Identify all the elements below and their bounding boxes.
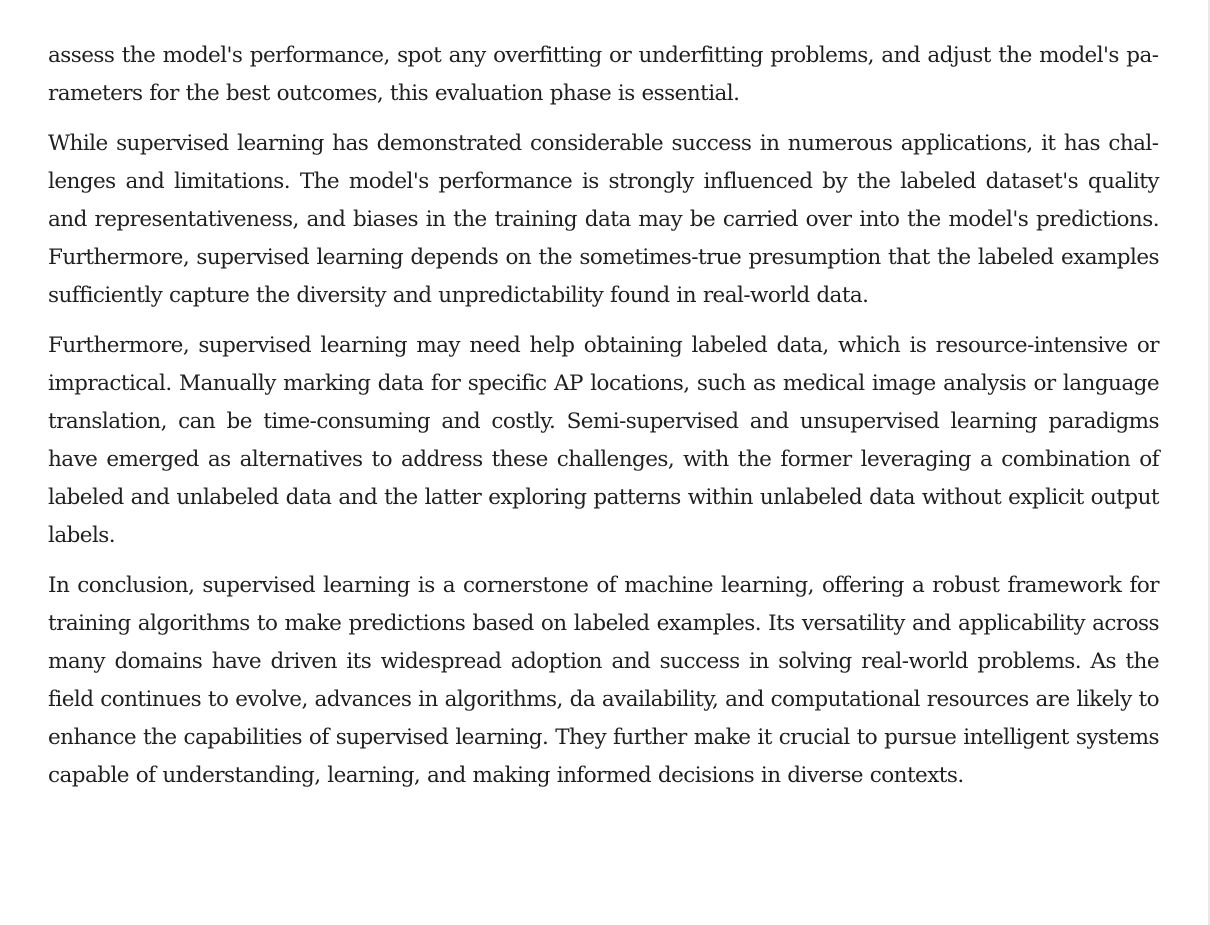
paragraph-evaluation-phase: assess the model's performance, spot any overfitting or underfitting problems, and adjust the model's parameters for the best outcomes, this evaluation phase is essential. — [48, 43, 1159, 106]
document-body — [48, 37, 1159, 807]
paragraph-challenges: While supervised learning has demonstrated considerable success in numerous applications, it has challenges and limitations. The model's performance is strongly influenced by the labeled dataset's quality and representativeness, and biases in the training data may be carried over into the model's predictions. Furthermore, supervised learning depends on the sometimes-true presumption that the labeled examples sufficiently capture the diversity and unpredictability found in real-world data. — [48, 131, 1159, 308]
paragraph-labeled-data: Furthermore, supervised learning may need help obtaining labeled data, which is resource-intensive or impractical. Manually marking data for specific AP locations, such as medical image analysis or language translation, can be time-consuming and costly. Semi-supervised and unsupervised learning paradigms have emerged as alternatives to address these challenges, with the former leveraging a combination of labeled and unlabeled data and the latter exploring patterns within unlabeled data without explicit output labels. — [48, 333, 1159, 548]
paragraph-conclusion: In conclusion, supervised learning is a cornerstone of machine learning, offering a robust framework for training algorithms to make predictions based on labeled examples. Its versatility and applicability across many domains have driven its widespread adoption and success in solving real-world problems. As the field continues to evolve, advances in algorithms, da availability, and computational resources are likely to enhance the capabilities of supervised learning. They further make it crucial to pursue intelligent systems capable of understanding, learning, and making informed decisions in diverse contexts. — [48, 573, 1159, 788]
